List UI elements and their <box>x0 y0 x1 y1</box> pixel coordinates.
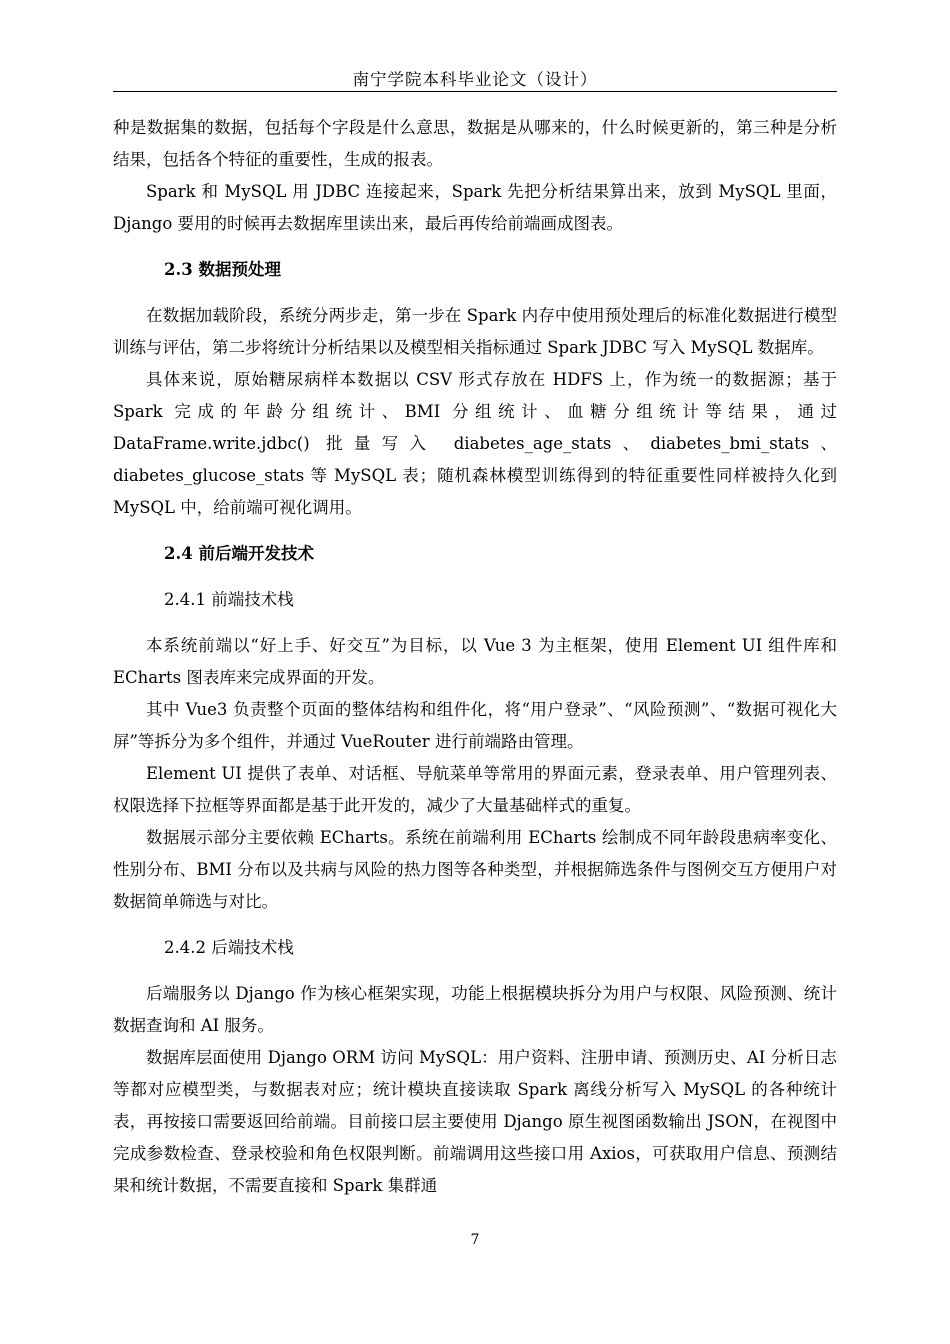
paragraph: Element UI 提供了表单、对话框、导航菜单等常用的界面元素，登录表单、用户管理列表、权限选择下拉框等界面都是基于此开发的，减少了大量基础样式的重复。 <box>113 764 837 815</box>
body-text <box>113 112 837 1202</box>
paragraph: 在数据加载阶段，系统分两步走，第一步在 Spark 内存中使用预处理后的标准化数据进行模型训练与评估，第二步将统计分析结果以及模型相关指标通过 Spark JDBC 写入 MySQL 数据库。 <box>113 306 837 357</box>
paragraph: 后端服务以 Django 作为核心框架实现，功能上根据模块拆分为用户与权限、风险预测、统计数据查询和 AI 服务。 <box>113 984 837 1035</box>
header-rule <box>113 91 837 92</box>
paragraph: 数据展示部分主要依赖 ECharts。系统在前端利用 ECharts 绘制成不同年龄段患病率变化、性别分布、BMI 分布以及共病与风险的热力图等各种类型，并根据筛选条件与图例交互方便用户对数据简单筛选与对比。 <box>113 828 837 911</box>
paragraph: 具体来说，原始糖尿病样本数据以 CSV 形式存放在 HDFS 上，作为统一的数据源；基于 Spark 完成的年龄分组统计、BMI 分组统计、血糖分组统计等结果，通过 DataFrame.write.jdbc() 批量写入 diabetes_age_stats、diabetes_bmi_stats、diabetes_glucose_stats 等 MySQL 表；随机森林模型训练得到的特征重要性同样被持久化到 MySQL 中，给前端可视化调用。 <box>113 370 837 517</box>
page-number: 7 <box>470 1232 480 1248</box>
subsection-heading-2-4-2: 2.4.2 后端技术栈 <box>164 938 294 957</box>
section-heading-2-4: 2.4 前后端开发技术 <box>164 544 314 563</box>
paragraph-continuation: 种是数据集的数据，包括每个字段是什么意思，数据是从哪来的，什么时候更新的，第三种是分析结果，包括各个特征的重要性，生成的报表。 <box>113 118 837 169</box>
paragraph: 本系统前端以“好上手、好交互”为目标，以 Vue 3 为主框架，使用 Element UI 组件库和 ECharts 图表库来完成界面的开发。 <box>113 636 837 687</box>
paragraph: 其中 Vue3 负责整个页面的整体结构和组件化，将“用户登录”、“风险预测”、“数据可视化大屏”等拆分为多个组件，并通过 VueRouter 进行前端路由管理。 <box>113 700 837 751</box>
running-header: 南宁学院本科毕业论文（设计） <box>352 70 598 89</box>
section-heading-2-3: 2.3 数据预处理 <box>164 260 281 279</box>
paragraph: Spark 和 MySQL 用 JDBC 连接起来，Spark 先把分析结果算出来，放到 MySQL 里面，Django 要用的时候再去数据库里读出来，最后再传给前端画成图表。 <box>113 182 837 233</box>
subsection-heading-2-4-1: 2.4.1 前端技术栈 <box>164 590 294 609</box>
paragraph: 数据库层面使用 Django ORM 访问 MySQL：用户资料、注册申请、预测历史、AI 分析日志等都对应模型类，与数据表对应；统计模块直接读取 Spark 离线分析写入 MySQL 的各种统计表，再按接口需要返回给前端。目前接口层主要使用 Django 原生视图函数输出 JSON，在视图中完成参数检查、登录校验和角色权限判断。前端调用这些接口用 Axios，可获取用户信息、预测结果和统计数据，不需要直接和 Spark 集群通 <box>113 1048 837 1195</box>
